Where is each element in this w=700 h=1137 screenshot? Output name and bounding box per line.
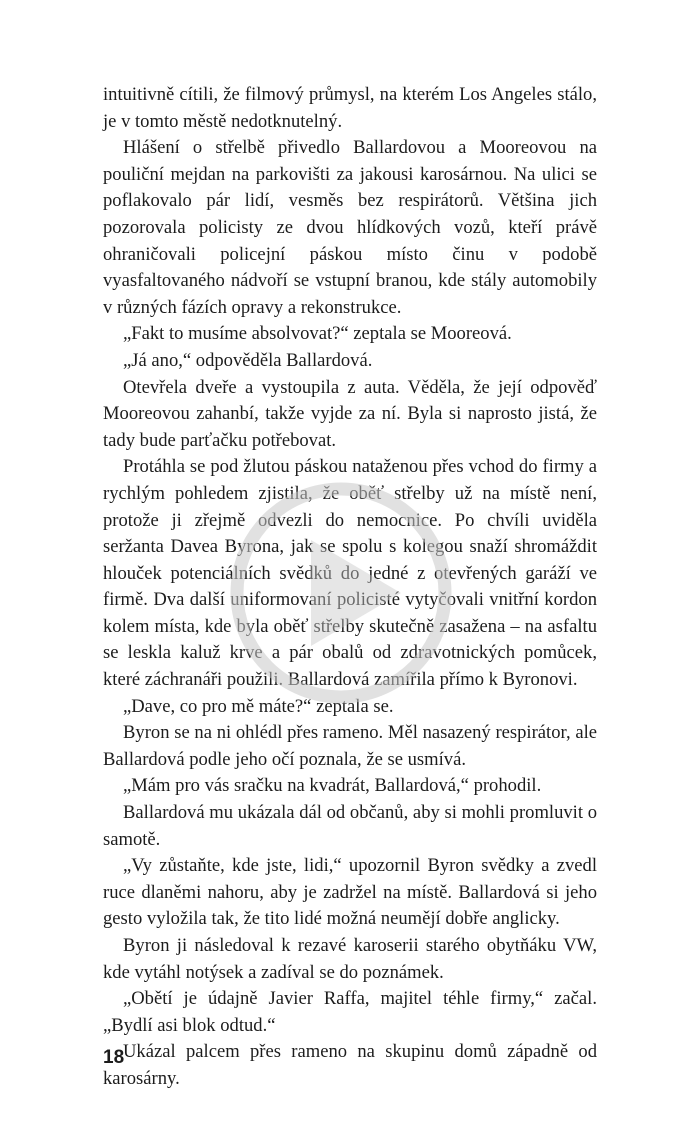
paragraph-7: „Dave, co pro mě máte?“ zeptala se. bbox=[123, 695, 394, 717]
book-page-body bbox=[103, 82, 597, 1093]
paragraph-11: „Vy zůstaňte, kde jste, lidi,“ upozornil Byron svědky a zvedl ruce dlaněmi nahoru, aby je zadržel na místě. Ballardová si jeho gesto vyložila tak, že tito lidé možná neumějí dobře anglicky. bbox=[103, 855, 597, 930]
paragraph-12: Byron ji následoval k rezavé karoserii starého obytňáku VW, kde vytáhl notýsek a zadíval se do poznámek. bbox=[103, 935, 597, 983]
paragraph-1: intuitivně cítili, že filmový průmysl, na kterém Los Angeles stálo, je v tomto městě nedotknutelný. bbox=[103, 84, 597, 132]
paragraph-2: Hlášení o střelbě přivedlo Ballardovou a Mooreovou na pouliční mejdan na parkovišti za jakousi karosárnou. Na ulici se poflakovalo pár lidí, vesměs bez respirátorů. Většina jich pozorovala policisty ze dvou hlídkových vozů, kteří právě ohraničovali policejní páskou místo činu v podobě vyasfaltovaného nádvoří se vstupní branou, kde stály automobily v různých fázích opravy a rekonstrukce. bbox=[103, 137, 597, 318]
paragraph-3: „Fakt to musíme absolvovat?“ zeptala se Mooreová. bbox=[123, 323, 512, 345]
page-number: 18 bbox=[103, 1047, 125, 1068]
paragraph-14: Ukázal palcem přes rameno na skupinu domů západně od karosárny. bbox=[103, 1041, 597, 1089]
paragraph-4: „Já ano,“ odpověděla Ballardová. bbox=[123, 349, 373, 371]
paragraph-10: Ballardová mu ukázala dál od občanů, aby si mohli promluvit o samotě. bbox=[103, 802, 597, 850]
paragraph-13: „Obětí je údajně Javier Raffa, majitel téhle firmy,“ začal. „Bydlí asi blok odtud.“ bbox=[103, 988, 597, 1036]
paragraph-5: Otevřela dveře a vystoupila z auta. Věděla, že její odpověď Mooreovou zahanbí, takže vyjde za ní. Byla si naprosto jistá, že tady bude parťačku potřebovat. bbox=[103, 376, 597, 451]
paragraph-6: Protáhla se pod žlutou páskou nataženou přes vchod do firmy a rychlým pohledem zjistila, že oběť střelby už na místě není, protože ji zřejmě odvezli do nemocnice. Po chvíli uviděla seržanta Davea Byrona, jak se spolu s kolegou snaží shromáždit hlouček potenciálních svědků do jedné z otevřených garáží ve firmě. Dva další uniformovaní policisté vytyčovali vnitřní kordon kolem místa, kde byla oběť střelby skutečně zasažena – na asfaltu se leskla kaluž krve a pár obalů od zdravotnických pomůcek, které záchranáři použili. Ballardová zamířila přímo k Byronovi. bbox=[103, 456, 597, 691]
paragraph-9: „Mám pro vás sračku na kvadrát, Ballardová,“ prohodil. bbox=[123, 775, 542, 797]
paragraph-8: Byron se na ni ohlédl přes rameno. Měl nasazený respirátor, ale Ballardová podle jeho očí poznala, že se usmívá. bbox=[103, 722, 597, 770]
